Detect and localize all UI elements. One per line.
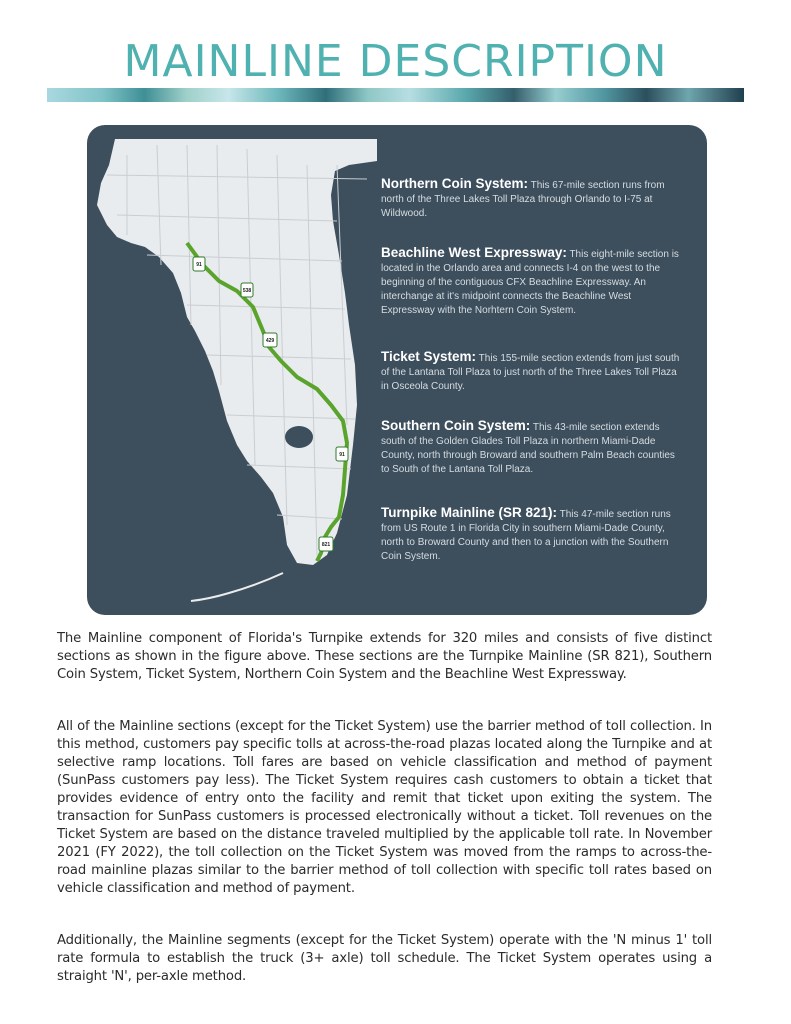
section-heading: Turnpike Mainline (SR 821): [381, 505, 558, 520]
marker-538 [241, 283, 253, 297]
lake-okeechobee [285, 426, 313, 448]
marker-821 [319, 537, 333, 551]
section-heading: Beachline West Expressway: [381, 245, 567, 260]
body-paragraph-1 [57, 630, 712, 684]
marker-label: 91 [339, 452, 345, 458]
marker-429 [263, 333, 277, 347]
section-heading: Northern Coin System: [381, 176, 529, 191]
body-paragraph-3 [57, 932, 712, 986]
section-text: This 47-mile section runs from US Route 1 in Florida City in southern Miami-Dade County, north to Broward County and then to a junction with the Southern Coin System. [381, 509, 671, 562]
section-heading: Southern Coin System: [381, 418, 531, 433]
marker-label: 538 [242, 288, 252, 294]
section-ticket-system [381, 350, 681, 394]
section-heading: Ticket System: [381, 349, 477, 364]
florida-landmass [97, 139, 377, 565]
map-panel [87, 125, 707, 615]
marker-91-north [193, 257, 205, 271]
section-beachline-west [381, 246, 681, 318]
paragraph-text: All of the Mainline sections (except for the Ticket System) use the barrier method of toll collection. In this method, customers pay specific tolls at across-the-road plazas located along the Turnpike and at selective ramp locations. Toll fares are based on vehicle classification and method of payment (SunPass customers pay less). The Ticket System requires cash customers to obtain a ticket that provides evidence of entry onto the facility and remit that ticket upon exiting the system. The transaction for SunPass customers is processed electronically without a ticket. Toll revenues on the Ticket System are based on the distance traveled multiplied by the applicable toll rate. In November 2021 (FY 2022), the toll collection on the Ticket System was moved from the ramps to across-the-road mainline plazas similar to the barrier method of toll collection with specific toll rates based on vehicle classification and method of payment. [57, 719, 712, 896]
marker-label: 91 [196, 262, 202, 268]
section-turnpike-mainline [381, 506, 681, 564]
florida-map-icon [87, 125, 377, 615]
section-text: This 43-mile section extends south of the Golden Glades Toll Plaza in northern Miami-Dade County, north through Broward and southern Palm Beach counties to South of the Lantana Toll Plaza. [381, 422, 675, 475]
marker-91-south [336, 447, 348, 461]
paragraph-text: Additionally, the Mainline segments (except for the Ticket System) operate with the 'N minus 1' toll rate formula to establish the truck (3+ axle) toll schedule. The Ticket System operates using a straight 'N', per-axle method. [57, 933, 712, 984]
marker-label: 821 [321, 542, 331, 548]
title-stripe [47, 88, 744, 102]
section-northern-coin [381, 177, 681, 221]
section-southern-coin [381, 419, 681, 477]
section-text: This eight-mile section is located in the Orlando area and connects I-4 on the west to the beginning of the contiguous CFX Beachline Expressway. An interchange at it's midpoint connects the Beachline West Expressway with the Norhtern Coin System. [381, 249, 679, 316]
florida-keys [191, 573, 283, 601]
marker-label: 429 [265, 338, 275, 344]
body-paragraph-2 [57, 718, 712, 898]
paragraph-text: The Mainline component of Florida's Turnpike extends for 320 miles and consists of five distinct sections as shown in the figure above. These sections are the Turnpike Mainline (SR 821), Southern Coin System, Ticket System, Northern Coin System and the Beachline West Expressway. [57, 631, 712, 682]
section-text: This 67-mile section runs from north of the Three Lakes Toll Plaza through Orlando to I-75 at Wildwood. [381, 180, 665, 219]
page-title: MAINLINE DESCRIPTION [123, 36, 668, 87]
section-text: This 155-mile section extends from just south of the Lantana Toll Plaza to just north of the Three Lakes Toll Plaza in Osceola County. [381, 353, 680, 392]
